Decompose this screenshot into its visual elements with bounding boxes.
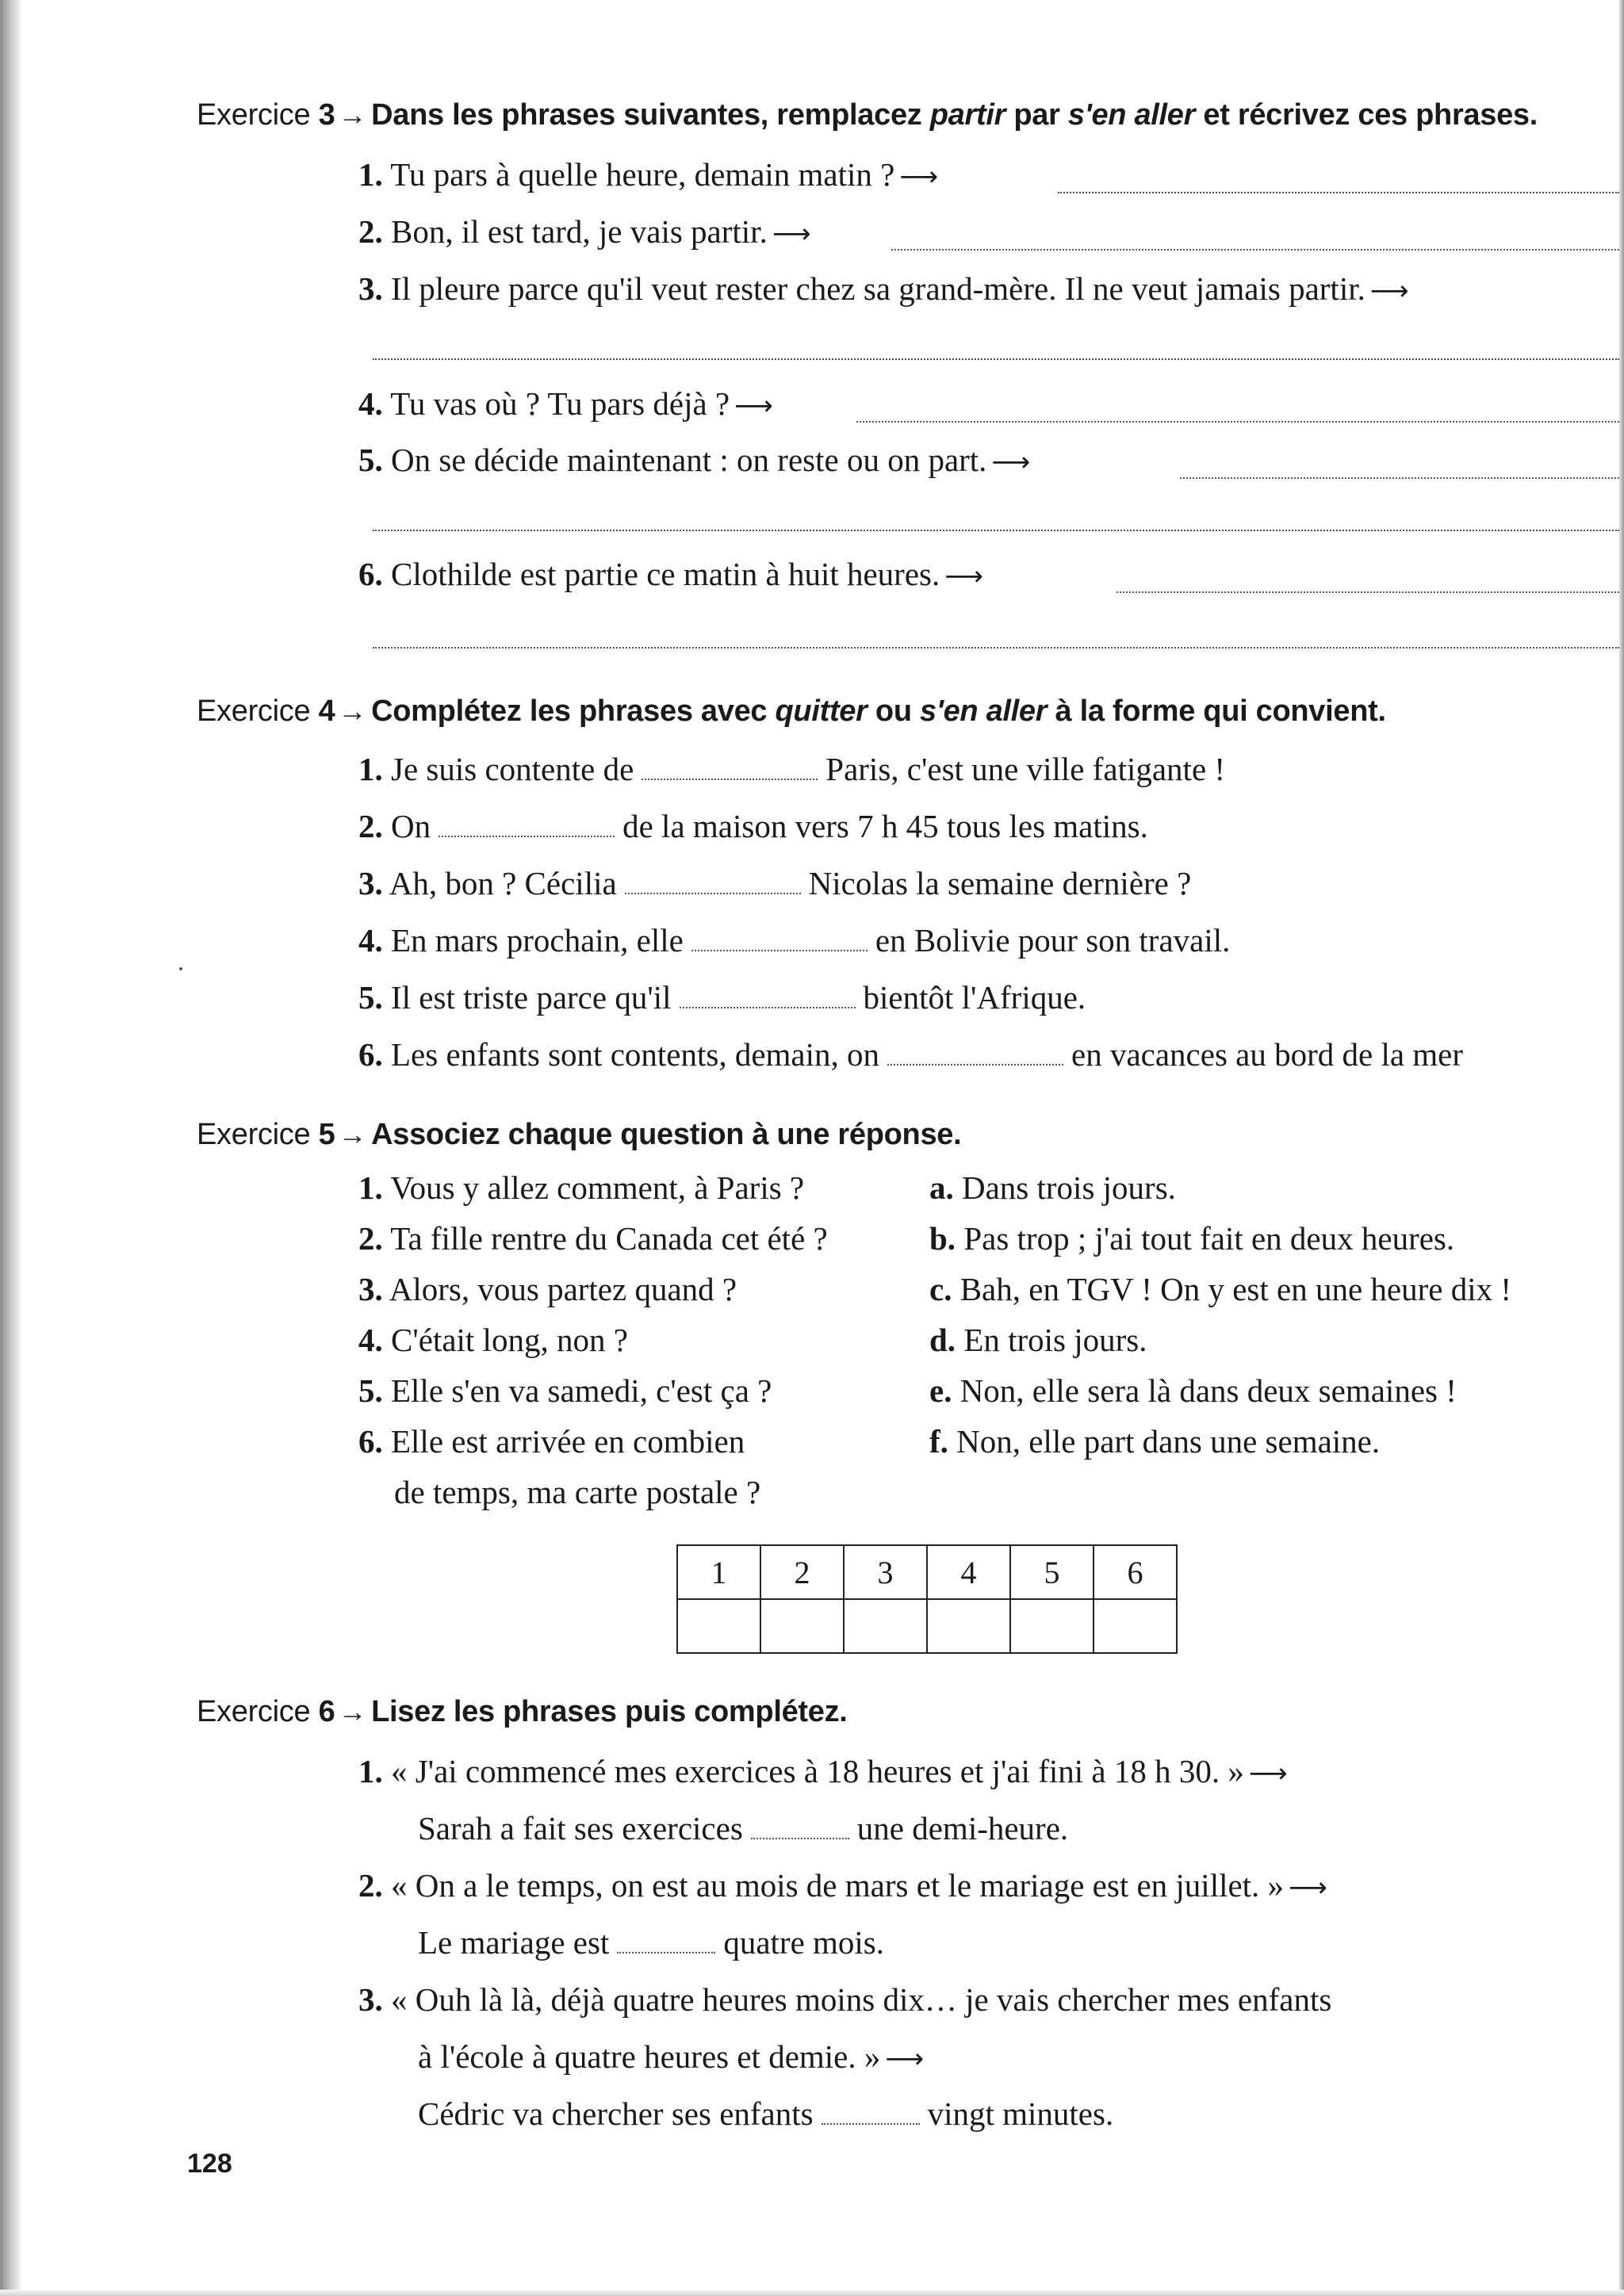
arrow-icon: ⟶ <box>1369 275 1409 307</box>
fill-blank[interactable] <box>642 775 818 780</box>
arrow-icon: ⟶ <box>991 446 1031 478</box>
exercise-3-item-4: 4. Tu vas où ? Tu pars déjà ? ⟶ <box>358 385 773 422</box>
exercise-4-item-5: 5. Il est triste parce qu'il bientôt l'Afrique. <box>358 979 1086 1016</box>
answer-grid-header: 1 <box>677 1545 760 1599</box>
exercise-3-item-2: 2. Bon, il est tard, je vais partir. ⟶ <box>358 213 811 250</box>
arrow-icon: → <box>338 1695 367 1728</box>
arrow-icon: ⟶ <box>899 161 939 193</box>
exercise-5-answer-e: e. Non, elle sera là dans deux semaines ! <box>929 1372 1457 1409</box>
answer-grid-cell[interactable] <box>760 1599 844 1653</box>
arrow-icon: → <box>338 1118 367 1150</box>
arrow-icon: ⟶ <box>772 218 811 250</box>
answer-grid <box>676 1544 1178 1654</box>
exercise-4-item-2: 2. On de la maison vers 7 h 45 tous les matins. <box>358 808 1148 844</box>
answer-line[interactable] <box>1058 192 1619 193</box>
page-number: 128 <box>187 2149 232 2179</box>
fill-blank[interactable] <box>887 1061 1063 1066</box>
arrow-icon: ⟶ <box>1248 1758 1288 1789</box>
answer-grid-cell[interactable] <box>1094 1599 1177 1653</box>
page-edge-right <box>1619 0 1624 2296</box>
exercise-4-item-1: 1. Je suis contente de Paris, c'est une ville fatigante ! <box>358 751 1226 787</box>
answer-grid-header: 5 <box>1010 1545 1094 1599</box>
arrow-icon: → <box>338 98 367 131</box>
answer-line[interactable] <box>1180 477 1619 479</box>
exercise-3-item-3: 3. Il pleure parce qu'il veut rester chez sa grand-mère. Il ne veut jamais partir. ⟶ <box>358 270 1409 307</box>
answer-grid-header: 3 <box>844 1545 927 1599</box>
exercise-5-question-5: 5. Elle s'en va samedi, c'est ça ? <box>358 1372 772 1409</box>
exercise-5-answer-f: f. Non, elle part dans une semaine. <box>929 1423 1381 1460</box>
arrow-icon: → <box>338 695 367 727</box>
exercise-6-item-2-sentence: Le mariage est quatre mois. <box>418 1924 885 1961</box>
exercise-6-item-3-quote: 3. « Ouh là là, déjà quatre heures moins dix… je vais chercher mes enfants <box>358 1981 1332 2018</box>
answer-grid-header-row <box>677 1545 1177 1599</box>
exercise-6-item-2-quote: 2. « On a le temps, on est au mois de mars et le mariage est en juillet. » ⟶ <box>358 1867 1327 1904</box>
exercise-5-heading: Exercice 5 → Associez chaque question à une réponse. <box>197 1118 962 1151</box>
answer-grid-cell[interactable] <box>844 1599 927 1653</box>
answer-grid-header: 4 <box>927 1545 1010 1599</box>
arrow-icon: ⟶ <box>885 2043 925 2075</box>
exercise-6-item-1-quote: 1. « J'ai commencé mes exercices à 18 heures et j'ai fini à 18 h 30. » ⟶ <box>358 1753 1288 1789</box>
exercise-5-answer-c: c. Bah, en TGV ! On y est en une heure dix ! <box>929 1271 1512 1307</box>
answer-grid-cell[interactable] <box>677 1599 760 1653</box>
exercise-3-heading: Exercice 3 → Dans les phrases suivantes, remplacez partir par s'en aller et récrivez ces phrases. <box>197 98 1538 132</box>
arrow-icon: ⟶ <box>734 390 773 422</box>
exercise-5-question-3: 3. Alors, vous partez quand ? <box>358 1271 737 1307</box>
exercise-6-item-3-quote-cont: à l'école à quatre heures et demie. » ⟶ <box>418 2038 925 2075</box>
exercise-4-heading: Exercice 4 → Complétez les phrases avec quitter ou s'en aller à la forme qui convient. <box>197 695 1386 728</box>
exercise-6-item-3-sentence: Cédric va chercher ses enfants vingt minutes. <box>418 2095 1114 2132</box>
exercise-6-item-1-sentence: Sarah a fait ses exercices une demi-heure. <box>418 1810 1069 1846</box>
exercise-3-item-1: 1. Tu pars à quelle heure, demain matin ? ⟶ <box>358 156 939 193</box>
answer-line[interactable] <box>373 530 1619 531</box>
exercise-5-answer-a: a. Dans trois jours. <box>929 1169 1176 1206</box>
exercise-4-item-4: 4. En mars prochain, elle en Bolivie pour son travail. <box>358 922 1231 959</box>
exercise-4-item-6: 6. Les enfants sont contents, demain, on en vacances au bord de la mer <box>358 1036 1464 1073</box>
page-edge-bottom <box>0 2290 1624 2296</box>
fill-blank[interactable] <box>680 1004 856 1008</box>
exercise-3-item-5: 5. On se décide maintenant : on reste ou on part. ⟶ <box>358 442 1031 478</box>
exercise-5-question-4: 4. C'était long, non ? <box>358 1322 628 1358</box>
exercise-5-question-1: 1. Vous y allez comment, à Paris ? <box>358 1169 805 1206</box>
exercise-5-answer-d: d. En trois jours. <box>929 1322 1147 1358</box>
page-edge-left <box>0 0 21 2296</box>
fill-blank[interactable] <box>822 2120 920 2125</box>
answer-grid-cell[interactable] <box>1010 1599 1094 1653</box>
answer-line[interactable] <box>1116 591 1619 593</box>
fill-blank[interactable] <box>617 1949 715 1954</box>
answer-grid-cell[interactable] <box>927 1599 1010 1653</box>
answer-line[interactable] <box>891 249 1619 251</box>
exercise-6-heading: Exercice 6 → Lisez les phrases puis complétez. <box>197 1695 848 1728</box>
exercise-3-item-6: 6. Clothilde est partie ce matin à huit heures. ⟶ <box>358 556 983 592</box>
answer-line[interactable] <box>373 647 1619 649</box>
print-speck <box>179 967 182 970</box>
exercise-4-item-3: 3. Ah, bon ? Cécilia Nicolas la semaine dernière ? <box>358 865 1192 901</box>
exercise-5-answer-b: b. Pas trop ; j'ai tout fait en deux heures. <box>929 1220 1455 1257</box>
fill-blank[interactable] <box>751 1835 849 1839</box>
exercise-5-question-2: 2. Ta fille rentre du Canada cet été ? <box>358 1220 828 1257</box>
exercise-5-question-6-cont: de temps, ma carte postale ? <box>394 1474 761 1510</box>
answer-line[interactable] <box>856 421 1619 423</box>
answer-grid-header: 2 <box>760 1545 844 1599</box>
arrow-icon: ⟶ <box>1289 1872 1327 1904</box>
fill-blank[interactable] <box>625 890 801 894</box>
answer-line[interactable] <box>373 358 1619 360</box>
fill-blank[interactable] <box>691 947 868 951</box>
arrow-icon: ⟶ <box>944 561 983 592</box>
answer-grid-header: 6 <box>1094 1545 1177 1599</box>
exercise-5-question-6: 6. Elle est arrivée en combien <box>358 1423 745 1460</box>
fill-blank[interactable] <box>439 832 615 837</box>
answer-grid-answer-row <box>677 1599 1177 1653</box>
